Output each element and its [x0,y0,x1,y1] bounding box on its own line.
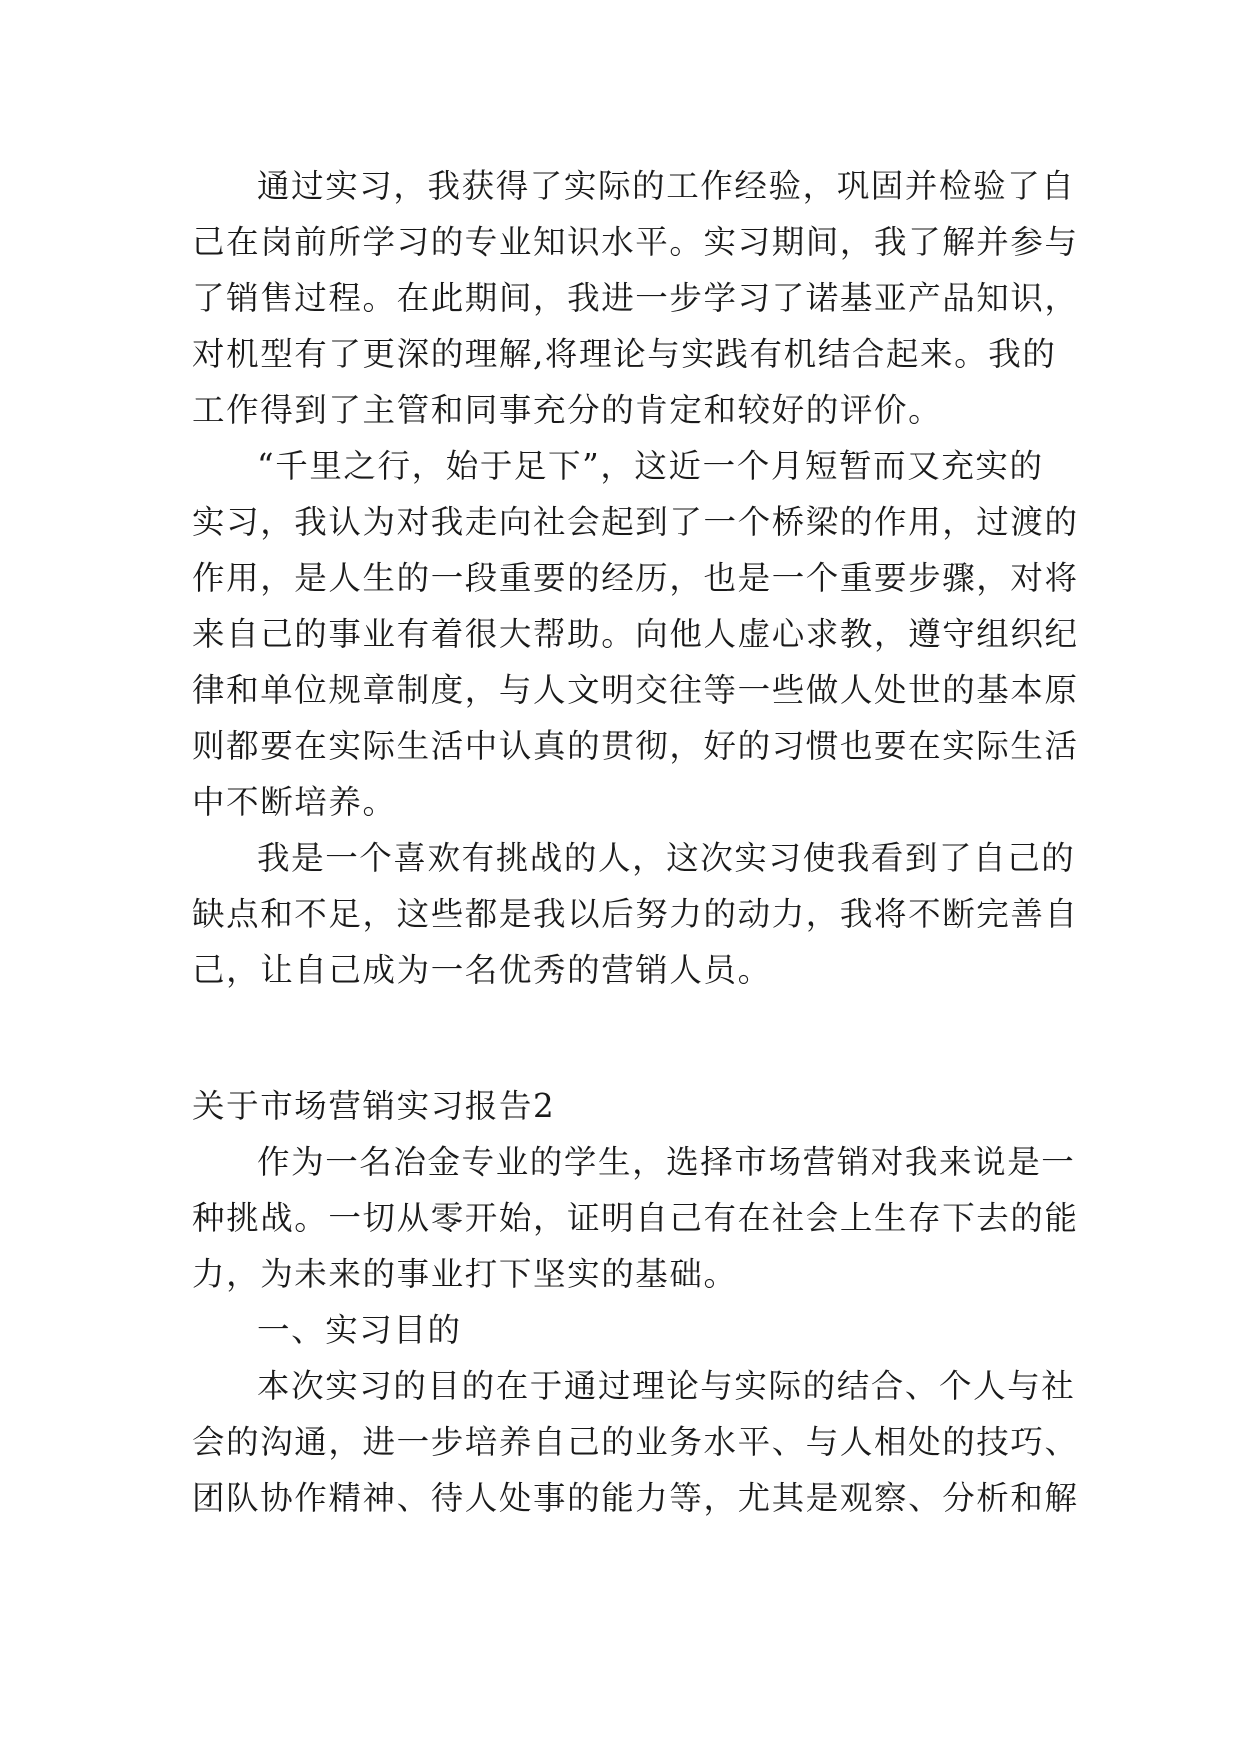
text-line: 力，为未来的事业打下坚实的基础。 [192,1255,738,1293]
text-line: 会的沟通，进一步培养自己的业务水平、与人相处的技巧、 [192,1423,1079,1461]
text-line: 实习，我认为对我走向社会起到了一个桥梁的作用，过渡的 [192,503,1079,541]
section-title: 关于市场营销实习报告2 [192,1087,556,1125]
text-line: 作用，是人生的一段重要的经历，也是一个重要步骤，对将 [192,559,1079,597]
text-line: 己在岗前所学习的专业知识水平。实习期间，我了解并参与 [192,223,1079,261]
subheading: 一、实习目的 [257,1311,462,1349]
text-line: 团队协作精神、待人处事的能力等，尤其是观察、分析和解 [192,1479,1079,1517]
text-line: 来自己的事业有着很大帮助。向他人虚心求教，遵守组织纪 [192,615,1079,653]
text-line: 中不断培养。 [192,783,397,821]
text-line: 本次实习的目的在于通过理论与实际的结合、个人与社 [257,1367,1076,1405]
text-line: 了销售过程。在此期间，我进一步学习了诺基亚产品知识， [192,279,1079,317]
text-line: 律和单位规章制度，与人文明交往等一些做人处世的基本原 [192,671,1079,709]
text-line: 对机型有了更深的理解,将理论与实践有机结合起来。我的 [192,335,1057,373]
text-line: 我是一个喜欢有挑战的人，这次实习使我看到了自己的 [257,839,1076,877]
text-line: 通过实习，我获得了实际的工作经验，巩固并检验了自 [257,167,1076,205]
text-line: 工作得到了主管和同事充分的肯定和较好的评价。 [192,391,943,429]
text-line: “千里之行，始于足下”，这近一个月短暂而又充实的 [257,447,1044,485]
text-line: 作为一名冶金专业的学生，选择市场营销对我来说是一 [257,1143,1076,1181]
text-line: 己，让自己成为一名优秀的营销人员。 [192,951,772,989]
text-line: 缺点和不足，这些都是我以后努力的动力，我将不断完善自 [192,895,1079,933]
text-line: 种挑战。一切从零开始，证明自己有在社会上生存下去的能 [192,1199,1079,1237]
text-line: 则都要在实际生活中认真的贯彻，好的习惯也要在实际生活 [192,727,1079,765]
